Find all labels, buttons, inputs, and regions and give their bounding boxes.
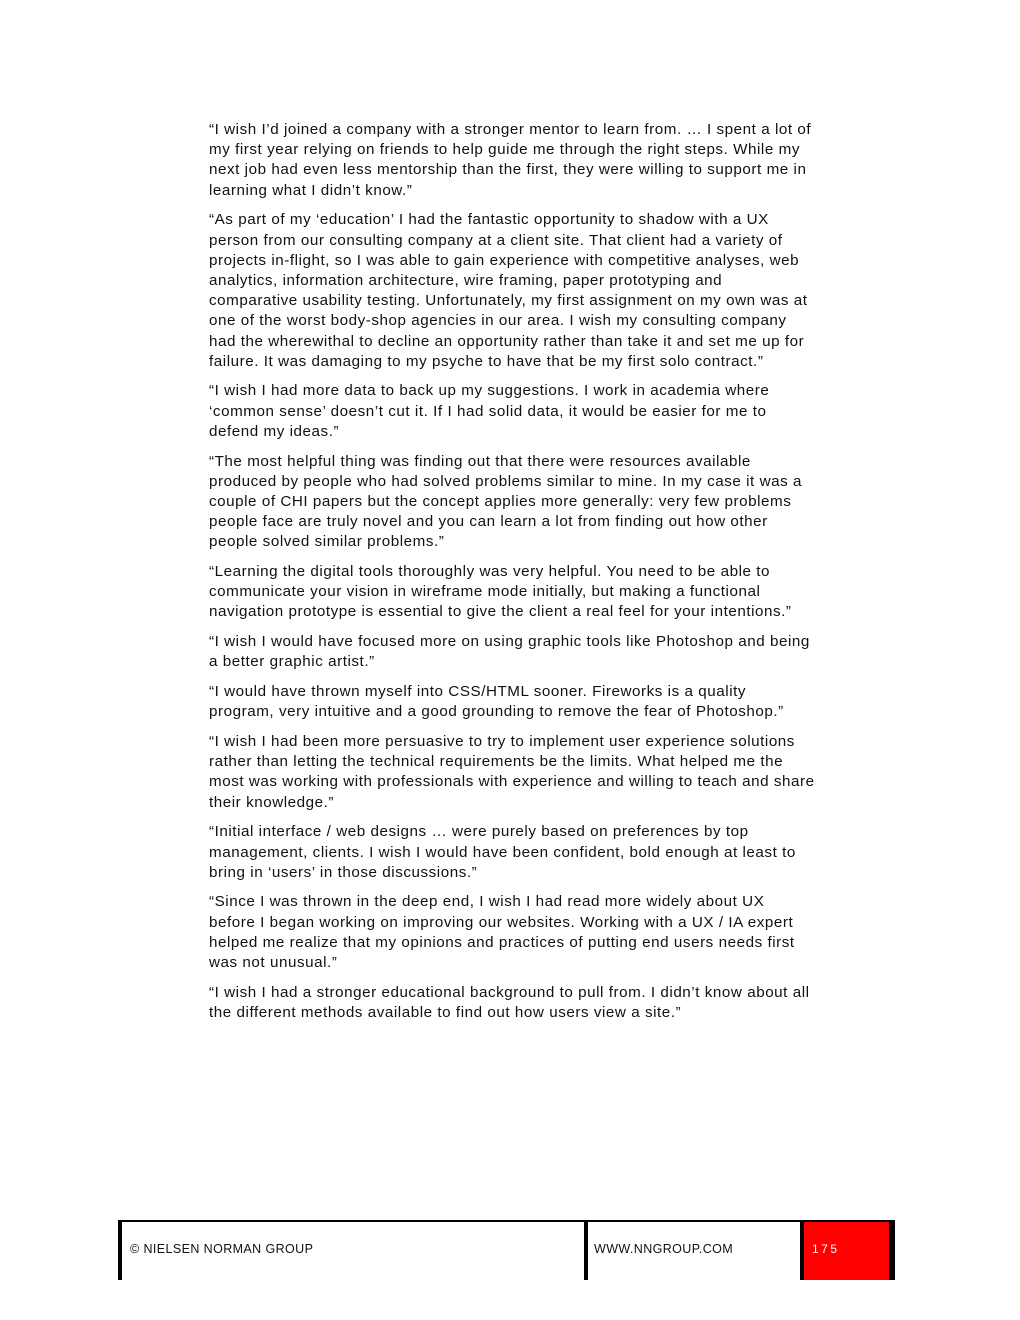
quotes-column	[209, 120, 815, 1033]
quote-paragraph: “Learning the digital tools thoroughly was very helpful. You need to be able to communicate your vision in wireframe mode initially, but making a functional navigation prototype is essential to give the client a real feel for your intentions.”	[209, 563, 792, 621]
quote-paragraph: “Since I was thrown in the deep end, I wish I had read more widely about UX before I began working on improving our websites. Working with a UX / IA expert helped me realize that my opinions and practices of putting end users needs first was not unusual.”	[209, 893, 795, 972]
quote-paragraph: “I wish I had been more persuasive to try to implement user experience solutions rather than letting the technical requirements be the limits. What helped me the most was working with professionals with experience and willing to teach and share their knowledge.”	[209, 732, 815, 811]
quote-paragraph: “I wish I had more data to back up my suggestions. I work in academia where ‘common sense’ doesn’t cut it. If I had solid data, it would be easier for me to defend my ideas.”	[209, 382, 770, 440]
footer-divider	[889, 1220, 895, 1280]
footer-divider	[118, 1220, 122, 1280]
footer-divider	[800, 1220, 804, 1280]
page-number: 175	[812, 1242, 840, 1256]
footer-copyright: © NIELSEN NORMAN GROUP	[130, 1242, 314, 1256]
footer-website: WWW.NNGROUP.COM	[594, 1242, 734, 1256]
footer-divider	[584, 1220, 588, 1280]
quote-paragraph: “As part of my ‘education’ I had the fantastic opportunity to shadow with a UX person from our consulting company at a client site. That client had a variety of projects in-flight, so I was able to gain experience with competitive analyses, web analytics, information architecture, wire framing, paper prototyping and comparative usability testing. Unfortunately, my first assignment on my own was at one of the worst body-shop agencies in our area. I wish my consulting company had the wherewithal to decline an opportunity rather than take it and set me up for failure. It was damaging to my psyche to have that be my first solo contract.”	[209, 211, 808, 370]
quote-paragraph: “I wish I had a stronger educational background to pull from. I didn’t know about all the different methods available to find out how users view a site.”	[209, 983, 810, 1021]
quote-paragraph: “I wish I’d joined a company with a stronger mentor to learn from. … I spent a lot of my first year relying on friends to help guide me through the right steps. While my next job had even less mentorship than the first, they were willing to support me in learning what I didn’t know.”	[209, 121, 812, 199]
quote-paragraph: “I would have thrown myself into CSS/HTML sooner. Fireworks is a quality program, very intuitive and a good grounding to remove the fear of Photoshop.”	[209, 683, 784, 721]
quote-paragraph: “I wish I would have focused more on using graphic tools like Photoshop and being a better graphic artist.”	[209, 633, 810, 671]
footer-rule	[118, 1220, 895, 1222]
page-footer	[118, 1220, 895, 1280]
quote-paragraph: “The most helpful thing was finding out that there were resources available produced by people who had solved problems similar to mine. In my case it was a couple of CHI papers but the concept applies more generally: very few problems people face are truly novel and you can learn a lot from finding out how other people solved similar problems.”	[209, 452, 803, 551]
quote-paragraph: “Initial interface / web designs … were purely based on preferences by top management, clients. I wish I would have been confident, bold enough at least to bring in ‘users’ in those discussions.”	[209, 823, 796, 881]
